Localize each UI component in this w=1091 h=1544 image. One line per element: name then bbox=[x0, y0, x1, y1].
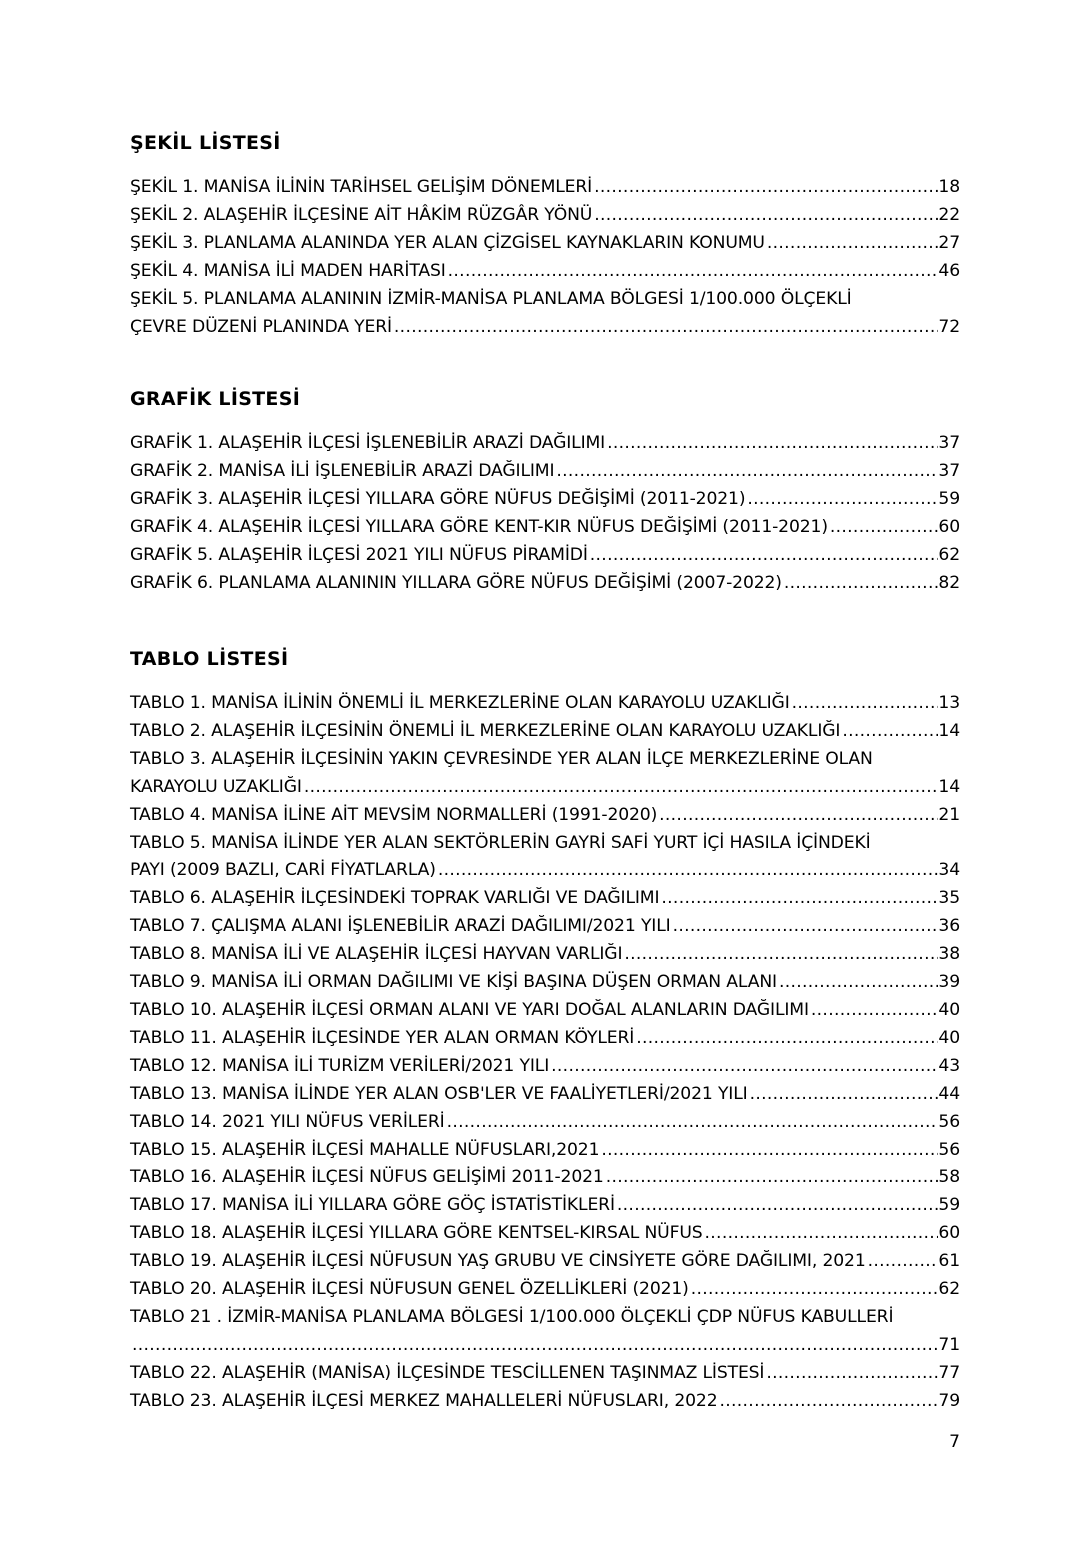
toc-entry[interactable] bbox=[130, 258, 960, 286]
toc-dot-leader bbox=[809, 997, 939, 1025]
toc-entry-page: 18 bbox=[938, 177, 960, 197]
toc-entry[interactable] bbox=[130, 1025, 960, 1053]
toc-dot-leader bbox=[659, 885, 938, 913]
toc-entry[interactable] bbox=[130, 1137, 960, 1165]
toc-entry-title: TABLO 11. ALAŞEHİR İLÇESİNDE YER ALAN ORMAN KÖYLERİ bbox=[130, 1027, 635, 1048]
toc-dot-leader bbox=[671, 913, 939, 941]
toc-dot-leader bbox=[554, 458, 938, 486]
toc-entry[interactable] bbox=[130, 1081, 960, 1109]
toc-entry-page: 39 bbox=[938, 972, 960, 993]
toc-entry-row bbox=[130, 969, 960, 997]
toc-entry-row bbox=[130, 913, 960, 941]
toc-entry[interactable] bbox=[130, 1276, 960, 1304]
toc-dot-leader bbox=[764, 1360, 938, 1388]
toc-entry-title: TABLO 15. ALAŞEHİR İLÇESİ MAHALLE NÜFUSLARI,2021 bbox=[130, 1139, 600, 1160]
toc-entry-page: 61 bbox=[938, 1251, 960, 1272]
toc-entry-row bbox=[130, 718, 960, 746]
toc-entry[interactable] bbox=[130, 514, 960, 542]
toc-dot-leader bbox=[777, 969, 938, 997]
toc-entry-row bbox=[130, 1081, 960, 1109]
sekil-listesi bbox=[130, 174, 960, 341]
toc-entry-row bbox=[130, 1388, 960, 1416]
toc-entry[interactable] bbox=[130, 1248, 960, 1276]
toc-entry-page: 44 bbox=[938, 1083, 960, 1104]
toc-dot-leader bbox=[615, 1192, 939, 1220]
toc-dot-leader bbox=[588, 542, 939, 570]
toc-dot-leader bbox=[130, 1332, 938, 1360]
toc-entry[interactable] bbox=[130, 1109, 960, 1137]
toc-entry-page: 40 bbox=[938, 1027, 960, 1048]
toc-entry[interactable] bbox=[130, 1192, 960, 1220]
toc-entry-row bbox=[130, 174, 960, 202]
toc-entry-page: 40 bbox=[938, 999, 960, 1020]
toc-entry-title: TABLO 7. ÇALIŞMA ALANI İŞLENEBİLİR ARAZİ DAĞILIMI/2021 YILI bbox=[130, 916, 671, 937]
toc-entry-page: 22 bbox=[938, 204, 960, 225]
toc-entry-page: 36 bbox=[938, 916, 960, 937]
toc-entry-title-line: TABLO 5. MANİSA İLİNDE YER ALAN SEKTÖRLERİN GAYRİ SAFİ YURT İÇİ HASILA İÇİNDEKİ bbox=[130, 832, 871, 853]
toc-entry-title: ŞEKİL 1. MANİSA İLİNİN TARİHSEL GELİŞİM DÖNEMLERİ bbox=[130, 177, 593, 197]
toc-entry-row bbox=[130, 885, 960, 913]
toc-entry[interactable] bbox=[130, 913, 960, 941]
toc-entry-page: 59 bbox=[938, 1195, 960, 1216]
toc-dot-leader bbox=[604, 1164, 939, 1192]
toc-entry-row bbox=[130, 514, 960, 542]
toc-entry[interactable] bbox=[130, 941, 960, 969]
grafik-listesi bbox=[130, 430, 960, 597]
toc-dot-leader bbox=[592, 174, 938, 202]
toc-entry-row bbox=[130, 857, 960, 885]
toc-entry-title: TABLO 8. MANİSA İLİ VE ALAŞEHİR İLÇESİ HAYVAN VARLIĞI bbox=[130, 944, 623, 965]
toc-entry-title: TABLO 18. ALAŞEHİR İLÇESİ YILLARA GÖRE KENTSEL-KIRSAL NÜFUS bbox=[130, 1223, 703, 1244]
toc-entry-row bbox=[130, 774, 960, 802]
toc-entry-row bbox=[130, 258, 960, 286]
toc-dot-leader bbox=[765, 230, 939, 258]
toc-entry-title: TABLO 17. MANİSA İLİ YILLARA GÖRE GÖÇ İSTATİSTİKLERİ bbox=[130, 1195, 615, 1216]
toc-entry-title: GRAFİK 2. MANİSA İLİ İŞLENEBİLİR ARAZİ DAĞILIMI bbox=[130, 460, 555, 481]
toc-entry-title: ŞEKİL 3. PLANLAMA ALANINDA YER ALAN ÇİZGİSEL KAYNAKLARIN KONUMU bbox=[130, 232, 765, 253]
tablo-listesi-section bbox=[130, 647, 960, 1416]
toc-dot-leader bbox=[302, 774, 939, 802]
toc-entry-row bbox=[130, 1276, 960, 1304]
toc-entry-title: TABLO 2. ALAŞEHİR İLÇESİNİN ÖNEMLİ İL MERKEZLERİNE OLAN KARAYOLU UZAKLIĞI bbox=[130, 720, 841, 741]
toc-dot-leader bbox=[605, 430, 938, 458]
toc-entry-row bbox=[130, 997, 960, 1025]
toc-entry-row bbox=[130, 458, 960, 486]
toc-entry-page: 60 bbox=[938, 516, 960, 537]
toc-entry-row bbox=[130, 486, 960, 514]
toc-entry-page: 14 bbox=[938, 720, 960, 741]
toc-dot-leader bbox=[717, 1388, 938, 1416]
toc-entry-title: TABLO 22. ALAŞEHİR (MANİSA) İLÇESİNDE TESCİLLENEN TAŞINMAZ LİSTESİ bbox=[130, 1362, 765, 1383]
toc-entry-row bbox=[130, 570, 960, 598]
tablo-listesi-heading: TABLO LİSTESİ bbox=[130, 648, 289, 670]
toc-entry-page: 34 bbox=[938, 860, 960, 881]
toc-entry-title: TABLO 20. ALAŞEHİR İLÇESİ NÜFUSUN GENEL ÖZELLİKLERİ (2021) bbox=[130, 1279, 689, 1300]
toc-entry[interactable] bbox=[130, 1164, 960, 1192]
toc-dot-leader bbox=[703, 1220, 939, 1248]
toc-entry-row bbox=[130, 1248, 960, 1276]
toc-entry-title-line: ŞEKİL 5. PLANLAMA ALANININ İZMİR-MANİSA PLANLAMA BÖLGESİ 1/100.000 ÖLÇEKLİ bbox=[130, 288, 852, 309]
toc-dot-leader bbox=[782, 570, 939, 598]
toc-entry-page: 77 bbox=[938, 1362, 960, 1383]
toc-entry-title: ÇEVRE DÜZENİ PLANINDA YERİ bbox=[130, 316, 392, 337]
toc-dot-leader bbox=[840, 718, 938, 746]
toc-entry[interactable] bbox=[130, 430, 960, 458]
toc-entry[interactable] bbox=[130, 690, 960, 718]
toc-entry-page: 56 bbox=[938, 1139, 960, 1160]
toc-entry-page: 46 bbox=[938, 260, 960, 281]
toc-entry-title: TABLO 12. MANİSA İLİ TURİZM VERİLERİ/2021 YILI bbox=[130, 1055, 550, 1076]
toc-entry-row bbox=[130, 941, 960, 969]
toc-entry-row bbox=[130, 1025, 960, 1053]
grafik-listesi-section bbox=[130, 387, 960, 597]
toc-entry-row bbox=[130, 1360, 960, 1388]
toc-entry[interactable] bbox=[130, 1388, 960, 1416]
toc-entry-row bbox=[130, 802, 960, 830]
toc-entry-row bbox=[130, 1192, 960, 1220]
toc-entry-page: 35 bbox=[938, 888, 960, 909]
toc-entry-title: GRAFİK 4. ALAŞEHİR İLÇESİ YILLARA GÖRE KENT-KIR NÜFUS DEĞİŞİMİ (2011-2021) bbox=[130, 516, 828, 537]
toc-dot-leader bbox=[622, 941, 938, 969]
toc-dot-leader bbox=[689, 1276, 939, 1304]
toc-dot-leader bbox=[599, 1137, 938, 1165]
toc-entry-title: TABLO 23. ALAŞEHİR İLÇESİ MERKEZ MAHALLELERİ NÜFUSLARI, 2022 bbox=[130, 1390, 718, 1411]
toc-entry[interactable] bbox=[130, 969, 960, 997]
toc-entry[interactable] bbox=[130, 802, 960, 830]
toc-entry-title: TABLO 1. MANİSA İLİNİN ÖNEMLİ İL MERKEZLERİNE OLAN KARAYOLU UZAKLIĞI bbox=[130, 693, 790, 713]
toc-entry-row bbox=[130, 690, 960, 718]
toc-entry-page: 37 bbox=[938, 460, 960, 481]
toc-entry[interactable] bbox=[130, 885, 960, 913]
toc-entry-title: TABLO 6. ALAŞEHİR İLÇESİNDEKİ TOPRAK VARLIĞI VE DAĞILIMI bbox=[130, 888, 660, 909]
toc-entry-page: 56 bbox=[938, 1111, 960, 1132]
toc-entry-row bbox=[130, 1053, 960, 1081]
toc-entry-page: 14 bbox=[938, 776, 960, 797]
toc-entry-title: TABLO 4. MANİSA İLİNE AİT MEVSİM NORMALLERİ (1991-2020) bbox=[130, 804, 658, 825]
toc-entry[interactable] bbox=[130, 286, 960, 342]
toc-entry-title: TABLO 10. ALAŞEHİR İLÇESİ ORMAN ALANI VE YARI DOĞAL ALANLARIN DAĞILIMI bbox=[130, 999, 809, 1020]
toc-dot-leader bbox=[549, 1053, 938, 1081]
toc-entry[interactable] bbox=[130, 486, 960, 514]
sekil-listesi-section bbox=[130, 131, 960, 341]
toc-dot-leader bbox=[866, 1248, 939, 1276]
toc-dot-leader bbox=[392, 314, 939, 342]
toc-entry-page: 62 bbox=[938, 1279, 960, 1300]
toc-entry-title: TABLO 14. 2021 YILI NÜFUS VERİLERİ bbox=[130, 1111, 445, 1132]
toc-entry-page: 13 bbox=[938, 693, 960, 713]
toc-entry-page: 59 bbox=[938, 488, 960, 509]
toc-dot-leader bbox=[657, 802, 938, 830]
toc-dot-leader bbox=[748, 1081, 939, 1109]
toc-dot-leader bbox=[828, 514, 939, 542]
toc-entry-page: 38 bbox=[938, 944, 960, 965]
toc-entry[interactable] bbox=[130, 458, 960, 486]
toc-entry-title: GRAFİK 3. ALAŞEHİR İLÇESİ YILLARA GÖRE NÜFUS DEĞİŞİMİ (2011-2021) bbox=[130, 488, 746, 509]
toc-dot-leader bbox=[790, 690, 939, 718]
toc-entry-title: KARAYOLU UZAKLIĞI bbox=[130, 776, 302, 797]
toc-dot-leader bbox=[436, 857, 939, 885]
toc-dot-leader bbox=[446, 258, 939, 286]
grafik-listesi-heading: GRAFİK LİSTESİ bbox=[130, 388, 301, 410]
toc-dot-leader bbox=[745, 486, 938, 514]
toc-entry-page: 71 bbox=[938, 1334, 960, 1355]
toc-entry[interactable] bbox=[130, 746, 960, 802]
toc-entry-page: 82 bbox=[938, 572, 960, 593]
toc-entry-title: TABLO 19. ALAŞEHİR İLÇESİ NÜFUSUN YAŞ GRUBU VE CİNSİYETE GÖRE DAĞILIMI, 2021 bbox=[130, 1251, 866, 1272]
toc-entry-row bbox=[130, 1220, 960, 1248]
toc-entry-row bbox=[130, 1164, 960, 1192]
toc-entry[interactable] bbox=[130, 997, 960, 1025]
toc-entry[interactable] bbox=[130, 1220, 960, 1248]
toc-entry-page: 21 bbox=[938, 804, 960, 825]
toc-entry-row bbox=[130, 230, 960, 258]
toc-entry-row bbox=[130, 430, 960, 458]
toc-entry[interactable] bbox=[130, 718, 960, 746]
toc-entry-row bbox=[130, 314, 960, 342]
toc-entry[interactable] bbox=[130, 570, 960, 598]
toc-entry-title: GRAFİK 1. ALAŞEHİR İLÇESİ İŞLENEBİLİR ARAZİ DAĞILIMI bbox=[130, 433, 606, 453]
toc-entry-title: ŞEKİL 2. ALAŞEHİR İLÇESİNE AİT HÂKİM RÜZGÂR YÖNÜ bbox=[130, 204, 593, 225]
toc-entry-row bbox=[130, 542, 960, 570]
toc-entry-title-line: TABLO 3. ALAŞEHİR İLÇESİNİN YAKIN ÇEVRESİNDE YER ALAN İLÇE MERKEZLERİNE OLAN bbox=[130, 748, 873, 769]
toc-entry-page: 37 bbox=[938, 433, 960, 453]
toc-entry-page: 60 bbox=[938, 1223, 960, 1244]
toc-dot-leader bbox=[445, 1109, 939, 1137]
toc-entry[interactable] bbox=[130, 1053, 960, 1081]
toc-entry[interactable] bbox=[130, 202, 960, 230]
toc-entry[interactable] bbox=[130, 1304, 960, 1360]
toc-dot-leader bbox=[592, 202, 938, 230]
toc-entry-title: ŞEKİL 4. MANİSA İLİ MADEN HARİTASI bbox=[130, 260, 446, 281]
toc-entry-row bbox=[130, 202, 960, 230]
tablo-listesi bbox=[130, 690, 960, 1416]
toc-entry-row bbox=[130, 1137, 960, 1165]
toc-entry-title: TABLO 16. ALAŞEHİR İLÇESİ NÜFUS GELİŞİMİ 2011-2021 bbox=[130, 1167, 604, 1188]
toc-entry[interactable] bbox=[130, 1360, 960, 1388]
toc-entry[interactable] bbox=[130, 830, 960, 886]
toc-entry-page: 27 bbox=[938, 232, 960, 253]
toc-entry-page: 62 bbox=[938, 544, 960, 565]
toc-entry-title-line: TABLO 21 . İZMİR-MANİSA PLANLAMA BÖLGESİ 1/100.000 ÖLÇEKLİ ÇDP NÜFUS KABULLERİ bbox=[130, 1306, 894, 1327]
toc-entry-title: GRAFİK 5. ALAŞEHİR İLÇESİ 2021 YILI NÜFUS PİRAMİDİ bbox=[130, 544, 588, 565]
toc-entry-title: TABLO 13. MANİSA İLİNDE YER ALAN OSB'LER VE FAALİYETLERİ/2021 YILI bbox=[130, 1083, 748, 1104]
toc-entry-page: 79 bbox=[938, 1390, 960, 1411]
sekil-listesi-heading: ŞEKİL LİSTESİ bbox=[130, 132, 281, 154]
toc-entry-title: GRAFİK 6. PLANLAMA ALANININ YILLARA GÖRE NÜFUS DEĞİŞİMİ (2007-2022) bbox=[130, 572, 782, 593]
toc-entry-title: TABLO 9. MANİSA İLİ ORMAN DAĞILIMI VE KİŞİ BAŞINA DÜŞEN ORMAN ALANI bbox=[130, 972, 777, 993]
toc-entry[interactable] bbox=[130, 542, 960, 570]
toc-dot-leader bbox=[634, 1025, 938, 1053]
toc-entry-row bbox=[130, 1332, 960, 1360]
toc-entry-page: 43 bbox=[938, 1055, 960, 1076]
toc-entry[interactable] bbox=[130, 230, 960, 258]
toc-entry-row bbox=[130, 1109, 960, 1137]
toc-entry-page: 58 bbox=[938, 1167, 960, 1188]
toc-entry-page: 72 bbox=[938, 316, 960, 337]
toc-entry-title: PAYI (2009 BAZLI, CARİ FİYATLARLA) bbox=[130, 860, 436, 881]
page-number: 7 bbox=[949, 1432, 960, 1452]
toc-entry[interactable] bbox=[130, 174, 960, 202]
